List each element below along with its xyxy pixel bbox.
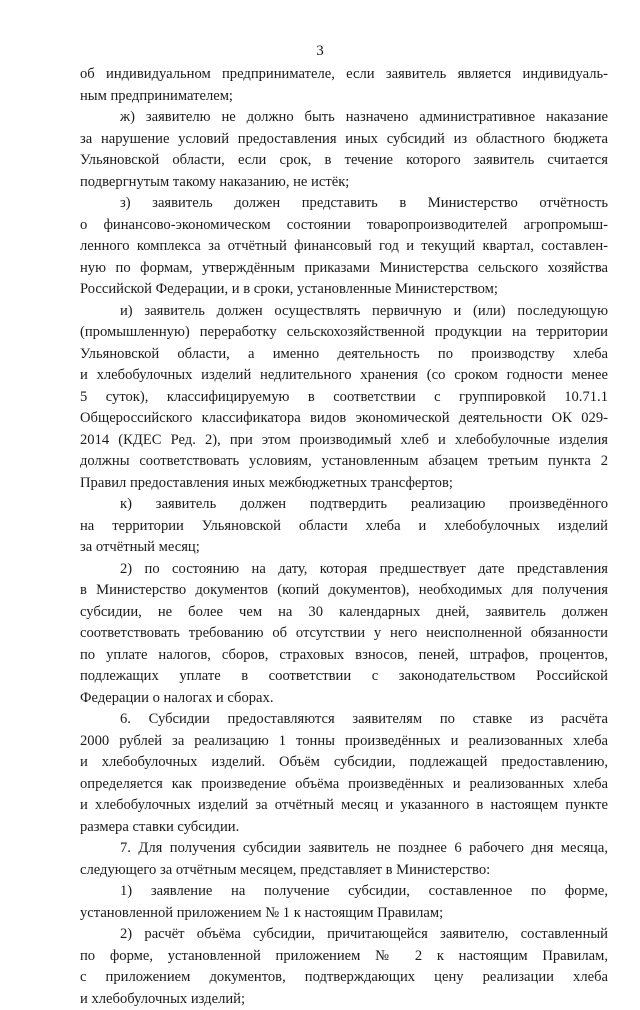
- text-line: и) заявитель должен осуществлять первичную и (или) последующую: [80, 301, 608, 323]
- text-line: з) заявитель должен представить в Министерство отчётность: [80, 193, 608, 215]
- text-line: Правил предоставления иных межбюджетных трансфертов;: [80, 473, 608, 495]
- text-line: ную по формам, утверждённым приказами Министерства сельского хозяйства: [80, 258, 608, 280]
- text-line: по форме, установленной приложением № 2 к настоящим Правилам,: [80, 946, 608, 968]
- text-line: Ульяновской области, если срок, в течение которого заявитель считается: [80, 150, 608, 172]
- text-line: Общероссийского классификатора видов экономической деятельности ОК 029-: [80, 408, 608, 430]
- text-line: следующего за отчётным месяцем, представляет в Министерство:: [80, 860, 608, 882]
- text-line: 2000 рублей за реализацию 1 тонны произведённых и реализованных хлеба: [80, 731, 608, 753]
- text-line: 2014 (КДЕС Ред. 2), при этом производимый хлеб и хлебобулочные изделия: [80, 430, 608, 452]
- text-line: должны соответствовать условиям, установленным абзацем третьим пункта 2: [80, 451, 608, 473]
- text-line: за нарушение условий предоставления иных субсидий из областного бюджета: [80, 129, 608, 151]
- text-line: 5 суток), классифицируемую в соответствии с группировкой 10.71.1: [80, 387, 608, 409]
- text-line: соответствовать требованию об отсутствии у него неисполненной обязанности: [80, 623, 608, 645]
- text-line: 2) расчёт объёма субсидии, причитающейся заявителю, составленный: [80, 924, 608, 946]
- text-line: в Министерство документов (копий документов), необходимых для получения: [80, 580, 608, 602]
- text-line: 7. Для получения субсидии заявитель не позднее 6 рабочего дня месяца,: [80, 838, 608, 860]
- document-body: [80, 64, 608, 1010]
- text-line: установленной приложением № 1 к настоящим Правилам;: [80, 903, 608, 925]
- text-line: о финансово-экономическом состоянии товаропроизводителей агропромыш-: [80, 215, 608, 237]
- text-line: ным предпринимателем;: [80, 86, 608, 108]
- text-line: и хлебобулочных изделий;: [80, 989, 608, 1010]
- text-line: ленного комплекса за отчётный финансовый год и текущий квартал, составлен-: [80, 236, 608, 258]
- text-line: и хлебобулочных изделий. Объём субсидии, подлежащей предоставлению,: [80, 752, 608, 774]
- text-line: по уплате налогов, сборов, страховых взносов, пеней, штрафов, процентов,: [80, 645, 608, 667]
- text-line: ж) заявителю не должно быть назначено административное наказание: [80, 107, 608, 129]
- text-line: размера ставки субсидии.: [80, 817, 608, 839]
- text-line: и хлебобулочных изделий за отчётный месяц и указанного в настоящем пункте: [80, 795, 608, 817]
- text-line: 2) по состоянию на дату, которая предшествует дате представления: [80, 559, 608, 581]
- text-line: Российской Федерации, и в сроки, установленные Министерством;: [80, 279, 608, 301]
- text-line: на территории Ульяновской области хлеба и хлебобулочных изделий: [80, 516, 608, 538]
- text-line: с приложением документов, подтверждающих цену реализации хлеба: [80, 967, 608, 989]
- text-line: 1) заявление на получение субсидии, составленное по форме,: [80, 881, 608, 903]
- text-line: Федерации о налогах и сборах.: [80, 688, 608, 710]
- text-line: за отчётный месяц;: [80, 537, 608, 559]
- text-line: Ульяновской области, а именно деятельность по производству хлеба: [80, 344, 608, 366]
- text-line: об индивидуальном предпринимателе, если заявитель является индивидуаль-: [80, 64, 608, 86]
- text-line: подвергнутым такому наказанию, не истёк;: [80, 172, 608, 194]
- text-line: подлежащих уплате в соответствии с законодательством Российской: [80, 666, 608, 688]
- text-line: к) заявитель должен подтвердить реализацию произведённого: [80, 494, 608, 516]
- text-line: определяется как произведение объёма произведённых и реализованных хлеба: [80, 774, 608, 796]
- page-number: 3: [0, 42, 640, 60]
- text-line: (промышленную) переработку сельскохозяйственной продукции на территории: [80, 322, 608, 344]
- text-line: и хлебобулочных изделий недлительного хранения (со сроком годности менее: [80, 365, 608, 387]
- text-line: 6. Субсидии предоставляются заявителям по ставке из расчёта: [80, 709, 608, 731]
- text-line: субсидии, не более чем на 30 календарных дней, заявитель должен: [80, 602, 608, 624]
